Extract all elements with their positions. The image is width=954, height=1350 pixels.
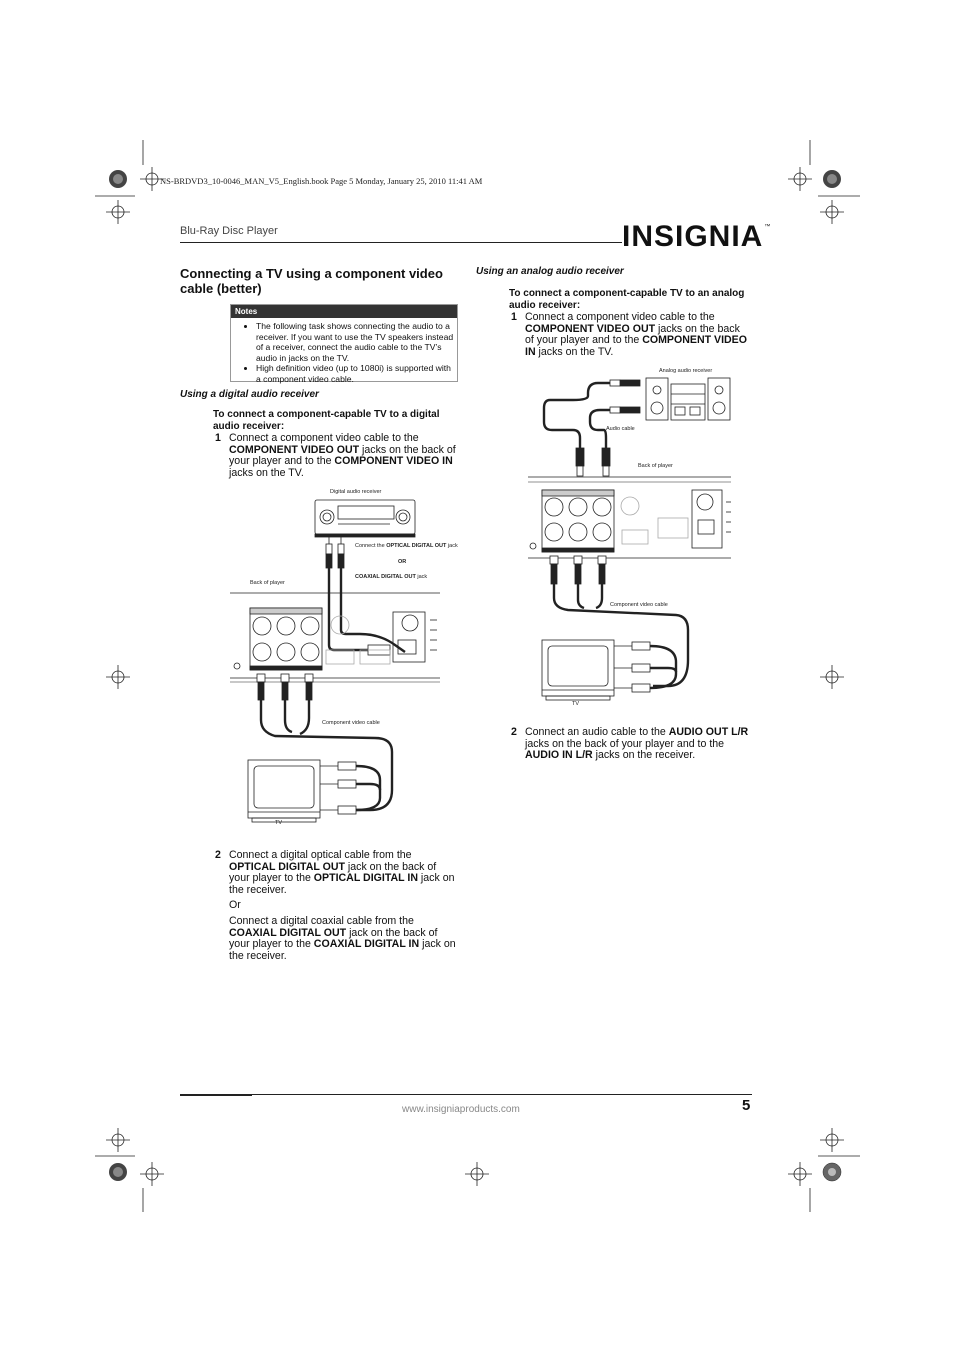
crosshair-icon xyxy=(106,1128,130,1152)
digital-subheading: Using a digital audio receiver xyxy=(180,389,319,400)
or-text: Or xyxy=(229,899,241,911)
tv-icon xyxy=(542,640,614,696)
running-head: Blu-Ray Disc Player xyxy=(180,225,278,237)
coaxial-connect-label: COAXIAL DIGITAL OUT jack xyxy=(355,574,428,580)
footer-rule xyxy=(180,1094,752,1095)
footer-url: www.insigniaproducts.com xyxy=(402,1104,520,1115)
digital-step-1: 1 Connect a component video cable to the COMPONENT VIDEO OUT jacks on the back of your player and to the COMPONENT VIDEO IN jacks on the TV. xyxy=(215,432,456,479)
digital-receiver-icon xyxy=(315,500,415,534)
color-bar-icon xyxy=(823,1163,841,1181)
note-item: • High definition video (up to 1080i) is supported with a component video cable. xyxy=(256,363,457,384)
analog-procedure-title: To connect a component-capable TV to an analog audio receiver: xyxy=(509,288,745,311)
color-bar-icon xyxy=(109,1163,127,1181)
color-bar-icon xyxy=(823,170,841,188)
crosshair-icon xyxy=(820,1128,844,1152)
back-of-player-label: Back of player xyxy=(638,463,673,469)
optical-connect-label: Connect the OPTICAL DIGITAL OUT jack xyxy=(355,543,458,549)
component-cable-label: Component video cable xyxy=(322,720,380,726)
tv-label: TV xyxy=(275,820,283,826)
tv-icon xyxy=(248,760,320,818)
analog-step-2: 2 Connect an audio cable to the AUDIO OUT L/R jacks on the back of your player and to the AUDIO IN L/R jacks on the receiver. xyxy=(511,726,749,762)
crosshair-icon xyxy=(140,1162,164,1186)
component-cable-label: Component video cable xyxy=(610,602,668,608)
audio-cable-label: Audio cable xyxy=(606,426,635,432)
or-label: OR xyxy=(398,559,407,565)
crosshair-icon xyxy=(788,167,812,191)
digital-step-2b: Connect a digital coaxial cable from the COAXIAL DIGITAL OUT jack on the back of your player to the COAXIAL DIGITAL IN jack on the receiver. xyxy=(229,915,456,962)
notes-heading: Notes xyxy=(231,305,457,318)
note-item: • The following task shows connecting the audio to a receiver. If you want to use the TV speakers instead of a receiver, connect the audio cable to the TV’s audio in jacks on the TV. xyxy=(256,321,457,363)
analog-receiver-label: Analog audio receiver xyxy=(659,368,713,374)
analog-connection-diagram xyxy=(528,370,738,710)
notes-box xyxy=(230,304,458,382)
color-bar-icon xyxy=(109,170,127,188)
section-title: Connecting a TV using a component video cable (better) xyxy=(180,266,443,296)
digital-receiver-label: Digital audio receiver xyxy=(330,489,382,495)
digital-procedure-title: To connect a component-capable TV to a digital audio receiver: xyxy=(213,409,440,432)
notes-list xyxy=(231,321,457,384)
crosshair-icon xyxy=(820,200,844,224)
crosshair-icon xyxy=(106,200,130,224)
digital-step-2: 2 Connect a digital optical cable from the OPTICAL DIGITAL OUT jack on the back of your player to the OPTICAL DIGITAL IN jack on the receiver. xyxy=(215,849,455,896)
crosshair-icon xyxy=(106,665,130,689)
footer-rule-thick xyxy=(180,1094,252,1096)
crosshair-icon xyxy=(788,1162,812,1186)
header-rule xyxy=(180,242,622,243)
crosshair-icon xyxy=(820,665,844,689)
tv-label: TV xyxy=(572,701,580,707)
analog-step-1: 1 Connect a component video cable to the COMPONENT VIDEO OUT jacks on the back of your player and to the COMPONENT VIDEO IN jacks on the TV. xyxy=(511,311,747,358)
back-of-player-label: Back of player xyxy=(250,580,285,586)
file-header: NS-BRDVD3_10-0046_MAN_V5_English.book Page 5 Monday, January 25, 2010 11:41 AM xyxy=(160,176,483,186)
crosshair-icon xyxy=(465,1162,489,1186)
analog-subheading: Using an analog audio receiver xyxy=(476,266,624,277)
page-number: 5 xyxy=(742,1097,751,1114)
digital-connection-diagram xyxy=(230,480,450,830)
brand-logo: INSIGNIA™ xyxy=(622,220,772,253)
